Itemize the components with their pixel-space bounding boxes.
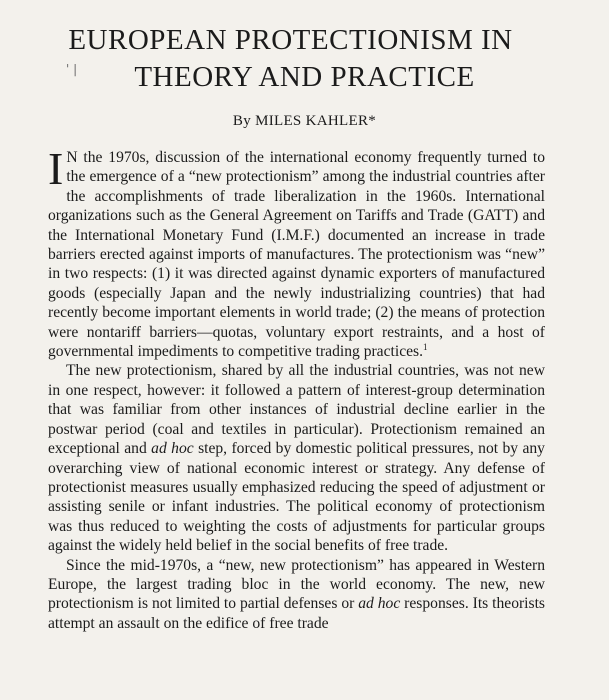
- byline: By MILES KAHLER*: [232, 113, 377, 129]
- paragraph-2-italic: ad hoc: [151, 440, 194, 458]
- paragraph-3-text-a: Since the mid-1970s, a “new, new protectionism” has appeared in Western Europe, the largest trading bloc in the world economy. The new, new protectionism is not limited to partial defenses or: [48, 556, 545, 613]
- paragraph-1: [48, 143, 545, 361]
- article-body: [48, 143, 545, 633]
- paragraph-3-italic: ad hoc: [358, 595, 401, 613]
- paragraph-2-text-b: step, forced by domestic political pressures, not by any overarching view of national economic interest or strategy. Any defense of protectionist measures usually emphasized reducing the speed of adjustment or assisting senile or infant industries. The political economy of protectionism was thus reduced to weighting the costs of adjustments for particular groups against the widely held belief in the social benefits of free trade.: [48, 440, 545, 555]
- stray-mark: ' |: [66, 62, 78, 76]
- footnote-marker: 1: [423, 341, 428, 352]
- title-line-1: EUROPEAN PROTECTIONISM IN: [68, 24, 513, 56]
- paragraph-2-text-a: The new protectionism, shared by all the industrial countries, was not new in one respect, however: it followed a pattern of interest-group determination that was familiar from other instances of industrial decline earlier in the postwar period (coal and textiles in particular). Protectionism remained an exceptional and: [48, 362, 545, 458]
- paragraph-1-text: N the 1970s, discussion of the international economy frequently turned to the emergence of a “new protectionism” among the industrial countries after the accomplishments of trade liberalization in the 1960s. International organizations such as the General Agreement on Tariffs and Trade (GATT) and the International Monetary Fund (I.M.F.) documented an increase in trade barriers erected against imports of manufactures. The protectionism was “new” in two respects: (1) it was directed against dynamic exporters of manufactured goods (especially Japan and the newly industrializing countries) that had recently become important elements in world trade; (2) the means of protection were nontariff barriers—quotas, voluntary export restraints, and a host of governmental impediments to competitive trading practices.: [48, 149, 545, 361]
- paragraph-3: [48, 556, 545, 634]
- paragraph-2: [48, 361, 545, 555]
- title-line-2: THEORY AND PRACTICE: [134, 61, 475, 93]
- paragraph-3-text-b: responses. Its theorists attempt an assault on the edifice of free trade: [48, 595, 545, 632]
- drop-cap: I: [48, 143, 64, 194]
